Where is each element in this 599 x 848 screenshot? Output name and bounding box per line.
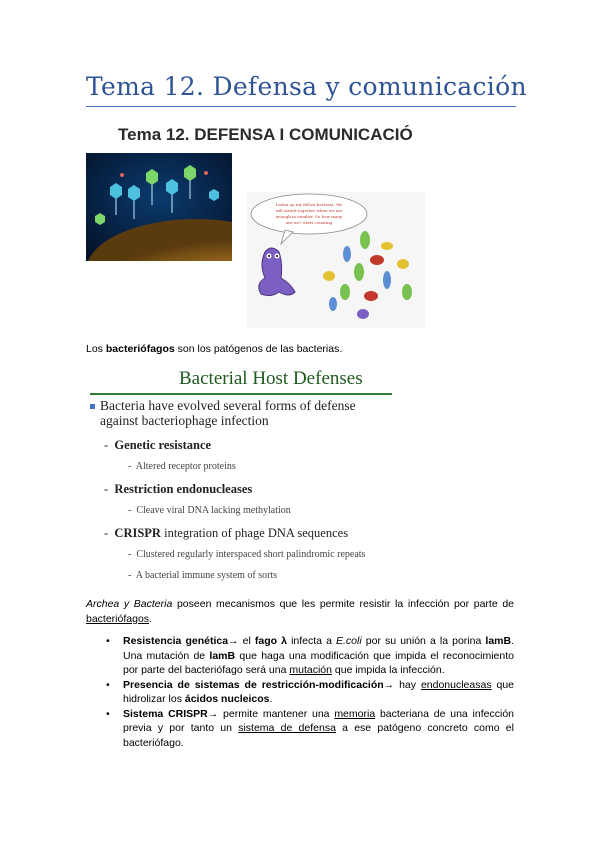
b1-t4: . Una mutación de [123, 635, 515, 662]
slide2-bullet-line2: against bacteriophage infection [100, 413, 269, 428]
b3-memoria: memoria [334, 707, 376, 720]
bacteria-cartoon-image [247, 192, 425, 328]
b1-mutacion: mutación [289, 664, 332, 676]
slide2-title: Bacterial Host Defenses [179, 368, 363, 389]
bullet-crispr [106, 707, 514, 751]
slide2-item-2-sub: - Cleave viral DNA lacking methylation [128, 505, 291, 516]
b1-fago: fago λ [254, 635, 287, 647]
b1-bold: Resistencia genética [123, 635, 229, 647]
intro-bold: bacteriófagos [105, 343, 175, 355]
slide2-item-1-sub: - Altered receptor proteins [128, 461, 236, 472]
b1-ecoli: E.coli [336, 635, 362, 647]
item-3-sub-2-text: A bacterial immune system of sorts [135, 570, 278, 581]
item-2-label: Restriction endonucleases [114, 482, 253, 496]
arrow-icon: → [228, 635, 239, 647]
b3-t2: bacteriana de una infección previa y por tanto un [123, 707, 514, 734]
square-bullet-icon [90, 404, 95, 409]
b2-t1: hay [394, 678, 421, 691]
archaea-paragraph [86, 597, 514, 626]
bacteriophage-image [86, 153, 232, 261]
defense-bullet-list [106, 634, 514, 750]
b1-t1: el [238, 635, 255, 647]
para2-italic: Archea y Bacteria [86, 598, 173, 610]
b3-sistema: sistema de defensa [238, 722, 336, 734]
speech-bubble-text-1: Listen up my fellow bacteria. We [275, 202, 343, 207]
slide2-item-1 [104, 438, 211, 453]
b1-t5: que haga una modificación que impida el reconocimiento por parte del bacteriófago será una [123, 649, 514, 676]
dash-1: - [104, 438, 109, 452]
intro-paragraph [86, 343, 342, 355]
intro-suffix: son los patógenos de las bacterias. [174, 343, 343, 355]
bullet-dot-icon: • [106, 707, 110, 720]
b1-t3: por su unión a la porina [361, 635, 486, 647]
item-3-sub-1-text: Clustered regularly interspaced short palindromic repeats [136, 549, 366, 560]
item-1-label: Genetic resistance [114, 438, 212, 452]
para2-end: . [149, 612, 152, 625]
item-3-label: CRISPR [114, 526, 161, 540]
arrow-icon: → [383, 678, 395, 691]
b1-lamb2: lamB [209, 649, 236, 662]
bullet-genetic-resistance [106, 634, 514, 678]
b3-t3: a ese patógeno concreto como el bacteriófago. [123, 722, 514, 749]
slide2-title-rule [90, 393, 392, 395]
arrow-icon: → [207, 707, 219, 720]
speech-bubble-text-4: are we? Start counting [285, 220, 333, 225]
slide2-item-2 [104, 482, 252, 497]
slide2-item-3-sub-1: - Clustered regularly interspaced short palindromic repeats [128, 549, 366, 560]
bullet-dot-icon: • [106, 678, 110, 691]
bullet-restriction-modification [106, 678, 514, 707]
b2-bold: Presencia de sistemas de restricción-modificación [123, 678, 384, 691]
b1-t6: que impida la infección. [331, 664, 445, 676]
item-1-sub-text: Altered receptor proteins [135, 461, 236, 472]
dash-3: - [104, 526, 109, 540]
b3-bold: Sistema CRISPR [123, 707, 208, 720]
b3-t1: permite mantener una [218, 707, 335, 720]
bullet-dot-icon: • [106, 635, 110, 647]
para2-underlined: bacteriófagos [86, 612, 150, 625]
para2-rest: poseen mecanismos que les permite resistir la infección por parte de [172, 598, 515, 610]
b2-endo: endonucleasas [420, 678, 492, 691]
intro-prefix: Los [86, 343, 106, 355]
slide2-item-3 [104, 526, 348, 541]
dash-2: - [104, 482, 109, 496]
b2-t3: . [269, 693, 273, 705]
item-3-label-rest: integration of phage DNA sequences [160, 526, 349, 540]
b1-t2: infecta a [286, 635, 336, 647]
b1-lamb: lamB [485, 635, 512, 647]
slide2-item-3-sub-2: - A bacterial immune system of sorts [128, 570, 278, 581]
b2-acidos: ácidos nucleicos [184, 693, 270, 705]
title-underline [86, 106, 516, 107]
slide-heading: Tema 12. DEFENSA I COMUNICACIÓ [118, 125, 413, 144]
slide2-bullet-line1: Bacteria have evolved several forms of defense [100, 398, 356, 413]
b2-t2: que hidrolizar los [123, 678, 515, 705]
document-title: Tema 12. Defensa y comunicación [86, 72, 527, 101]
item-2-sub-text: Cleave viral DNA lacking methylation [136, 505, 291, 516]
speech-bubble-text-2: will attack together when we are [275, 208, 343, 213]
speech-bubble-text-3: enough in number. So how many [275, 214, 343, 219]
